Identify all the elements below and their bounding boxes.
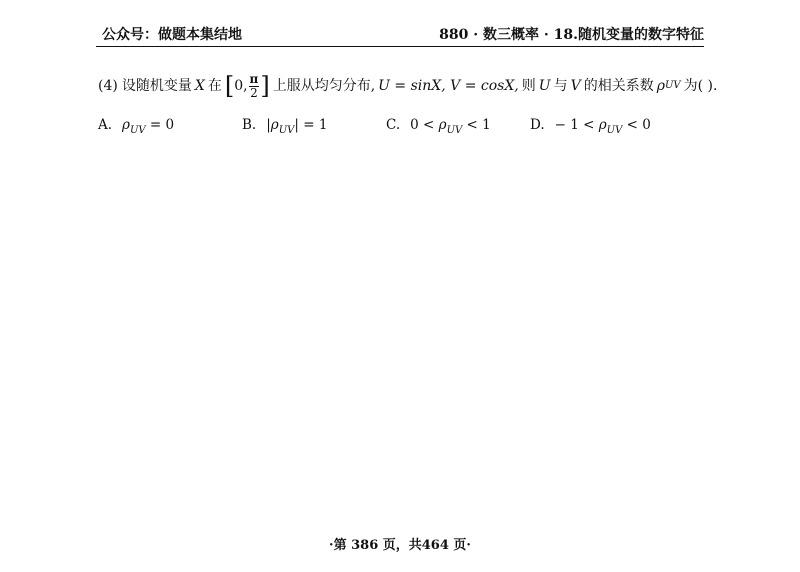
question-text-g: 为( ). <box>683 78 718 94</box>
uv-definition: U = sinX, V = cosX, <box>378 78 519 94</box>
option-pre: | <box>266 117 271 133</box>
rho-subscript: UV <box>664 80 681 91</box>
option-letter: D. <box>530 117 545 133</box>
option-b[interactable] <box>242 117 327 136</box>
question-text-b: 在 <box>207 78 222 94</box>
option-post: < 1 <box>462 117 491 133</box>
question-text-d: 则 <box>521 78 536 94</box>
option-letter: C. <box>386 117 401 133</box>
var-x: X <box>194 78 205 94</box>
right-bracket: ] <box>260 72 270 100</box>
question-text-c: 上服从均匀分布, <box>272 78 376 94</box>
left-bracket: [ <box>224 72 235 100</box>
rho-symbol: ρ <box>438 117 447 133</box>
rho-subscript: UV <box>446 125 463 136</box>
option-post: < 0 <box>622 117 651 133</box>
question-text-f: 的相关系数 <box>583 78 654 94</box>
question-number: (4) <box>98 78 118 94</box>
option-post: = 0 <box>145 117 175 133</box>
answer-options <box>98 117 718 137</box>
rho-symbol: ρ <box>656 78 665 94</box>
var-v: V <box>570 78 581 94</box>
rho-subscript: UV <box>278 125 295 136</box>
option-letter: B. <box>242 117 257 133</box>
option-pre: − 1 < <box>554 117 599 133</box>
header-chapter: 880 · 数三概率 · 18.随机变量的数字特征 <box>439 27 704 43</box>
option-pre: 0 < <box>410 117 439 133</box>
question-text-e: 与 <box>553 78 568 94</box>
option-c[interactable] <box>386 117 491 136</box>
question-text <box>98 72 717 100</box>
rho-symbol: ρ <box>122 117 130 133</box>
option-letter: A. <box>98 117 113 133</box>
var-u: U <box>538 78 551 94</box>
rho-subscript: UV <box>129 125 146 136</box>
pi-over-2-fraction <box>249 73 260 100</box>
header-source: 公众号：做题本集结地 <box>102 27 242 43</box>
option-d[interactable] <box>530 117 651 136</box>
rho-symbol: ρ <box>598 117 607 133</box>
option-a[interactable] <box>98 117 174 136</box>
page-footer: ·第 386 页，共464 页· <box>329 538 471 553</box>
interval-left: 0, <box>234 78 248 94</box>
rho-symbol: ρ <box>270 117 279 133</box>
question-text-a: 设随机变量 <box>121 78 192 94</box>
page-header <box>96 22 704 47</box>
fraction-denominator: 2 <box>250 85 258 100</box>
rho-subscript: UV <box>606 125 623 136</box>
option-post: | = 1 <box>294 117 328 133</box>
fraction-numerator: π <box>249 71 259 86</box>
